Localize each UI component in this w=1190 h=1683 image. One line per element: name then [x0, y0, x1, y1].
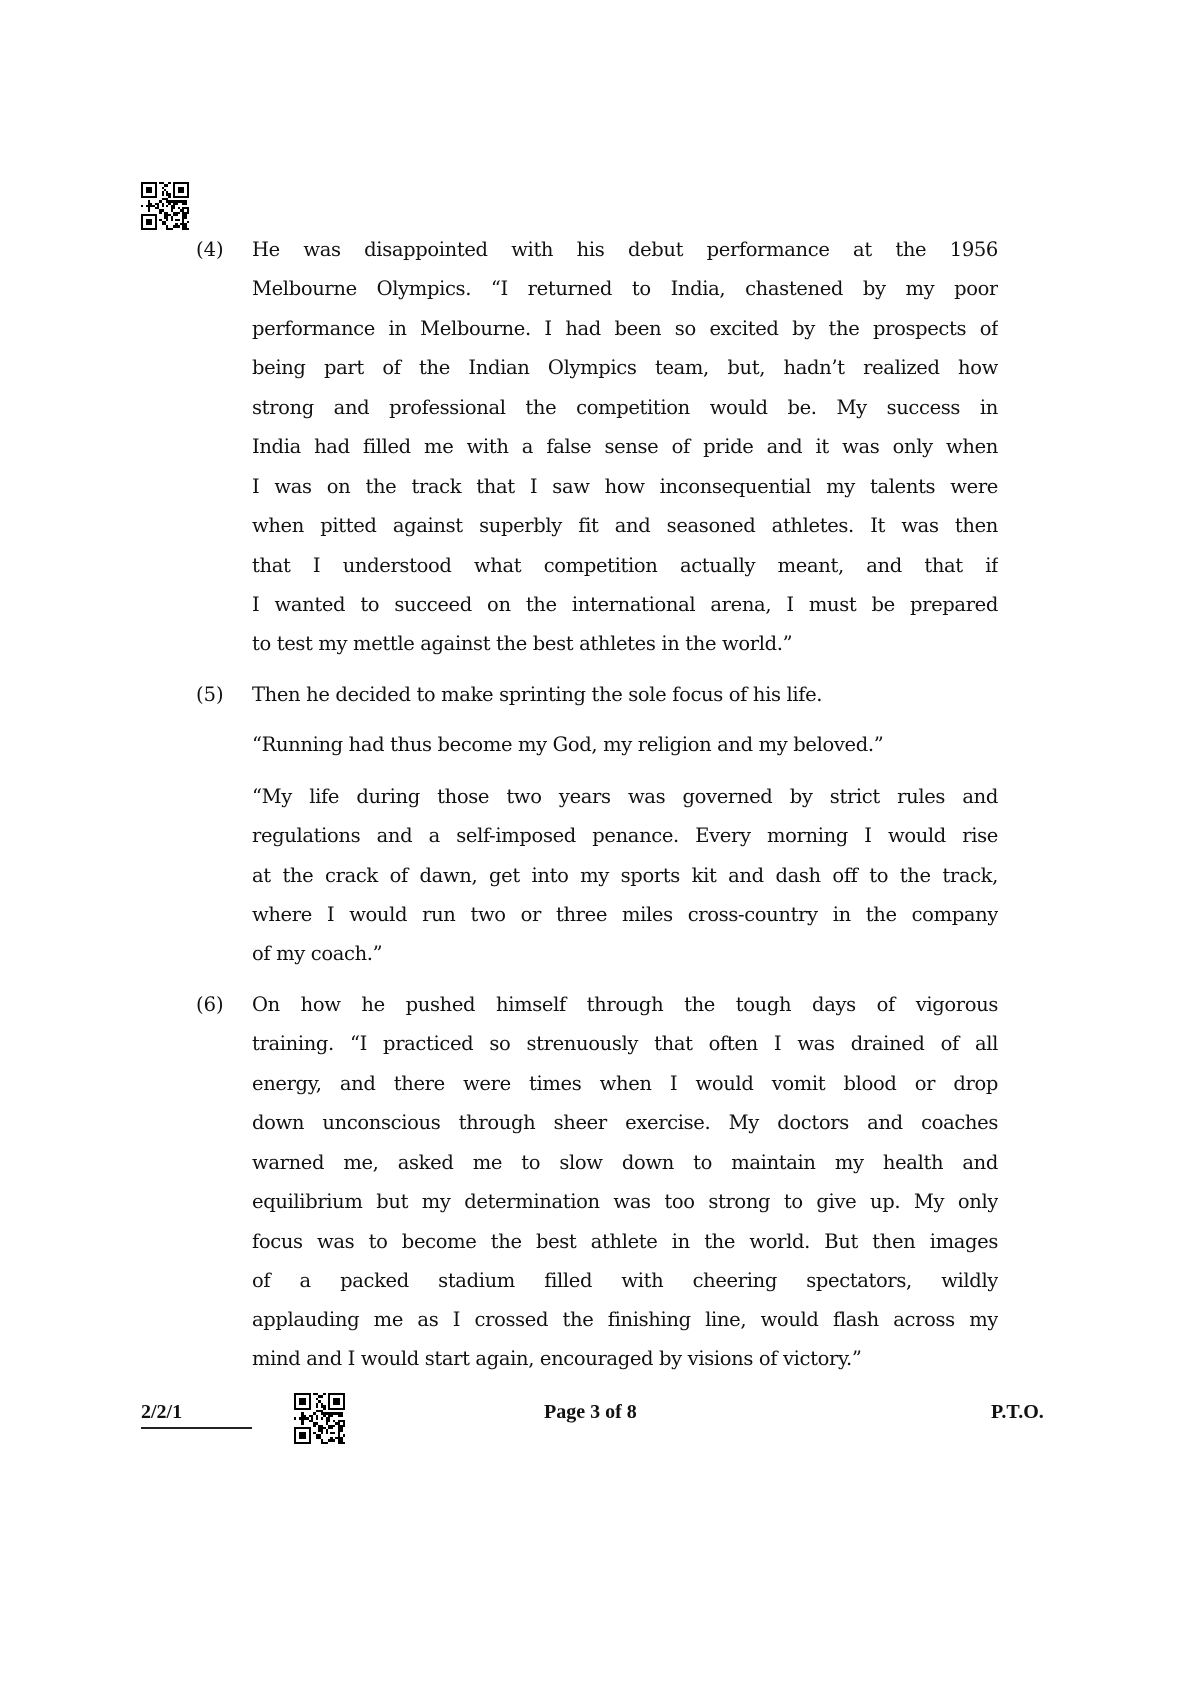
- quote-line: at the crack of dawn, get into my sports kit and dash off to the track,: [252, 864, 998, 887]
- paragraph-line: On how he pushed himself through the tough days of vigorous: [252, 993, 998, 1016]
- paragraph-line: down unconscious through sheer exercise. My doctors and coaches: [252, 1111, 998, 1134]
- paragraph-line: I was on the track that I saw how inconsequential my talents were: [252, 475, 998, 498]
- please-turn-over: P.T.O.: [991, 1401, 1044, 1423]
- section-number: (4): [196, 238, 224, 261]
- paragraph-line: He was disappointed with his debut performance at the 1956: [252, 238, 998, 261]
- page-number: Page 3 of 8: [544, 1401, 637, 1423]
- paragraph-line: Melbourne Olympics. “I returned to India, chastened by my poor: [252, 277, 998, 300]
- qr-code-icon: [294, 1393, 345, 1444]
- paragraph-line: that I understood what competition actually meant, and that if: [252, 554, 998, 577]
- paragraph-line: training. “I practiced so strenuously that often I was drained of all: [252, 1032, 998, 1055]
- paragraph-line: when pitted against superbly fit and seasoned athletes. It was then: [252, 514, 998, 537]
- paragraph-line: of a packed stadium filled with cheering spectators, wildly: [252, 1269, 998, 1292]
- section-number: (6): [196, 993, 224, 1016]
- paragraph-line: strong and professional the competition would be. My success in: [252, 396, 998, 419]
- section-number: (5): [196, 683, 224, 706]
- paragraph-line: being part of the Indian Olympics team, but, hadn’t realized how: [252, 356, 998, 379]
- paragraph-line: warned me, asked me to slow down to maintain my health and: [252, 1151, 998, 1174]
- paragraph-line: to test my mettle against the best athletes in the world.”: [252, 632, 793, 655]
- paper-code-underline: [141, 1427, 252, 1429]
- quote-line: of my coach.”: [252, 942, 383, 965]
- paragraph-line: energy, and there were times when I would vomit blood or drop: [252, 1072, 998, 1095]
- paragraph-line: I wanted to succeed on the international arena, I must be prepared: [252, 593, 998, 616]
- paragraph-line: India had filled me with a false sense of pride and it was only when: [252, 435, 998, 458]
- quote-line: “My life during those two years was governed by strict rules and: [252, 785, 998, 808]
- paragraph-line: focus was to become the best athlete in the world. But then images: [252, 1230, 998, 1253]
- paragraph-line: mind and I would start again, encouraged by visions of victory.”: [252, 1347, 862, 1370]
- quote-line: where I would run two or three miles cross-country in the company: [252, 903, 998, 926]
- paragraph-line: applauding me as I crossed the finishing line, would flash across my: [252, 1308, 998, 1331]
- paragraph-line: equilibrium but my determination was too strong to give up. My only: [252, 1190, 998, 1213]
- paragraph-line: performance in Melbourne. I had been so excited by the prospects of: [252, 317, 998, 340]
- paragraph-line: Then he decided to make sprinting the sole focus of his life.: [252, 683, 823, 706]
- quote-line: regulations and a self-imposed penance. Every morning I would rise: [252, 824, 998, 847]
- quote-line: “Running had thus become my God, my religion and my beloved.”: [252, 733, 884, 756]
- qr-code-icon: [141, 182, 189, 230]
- paper-code: 2/2/1: [141, 1401, 183, 1423]
